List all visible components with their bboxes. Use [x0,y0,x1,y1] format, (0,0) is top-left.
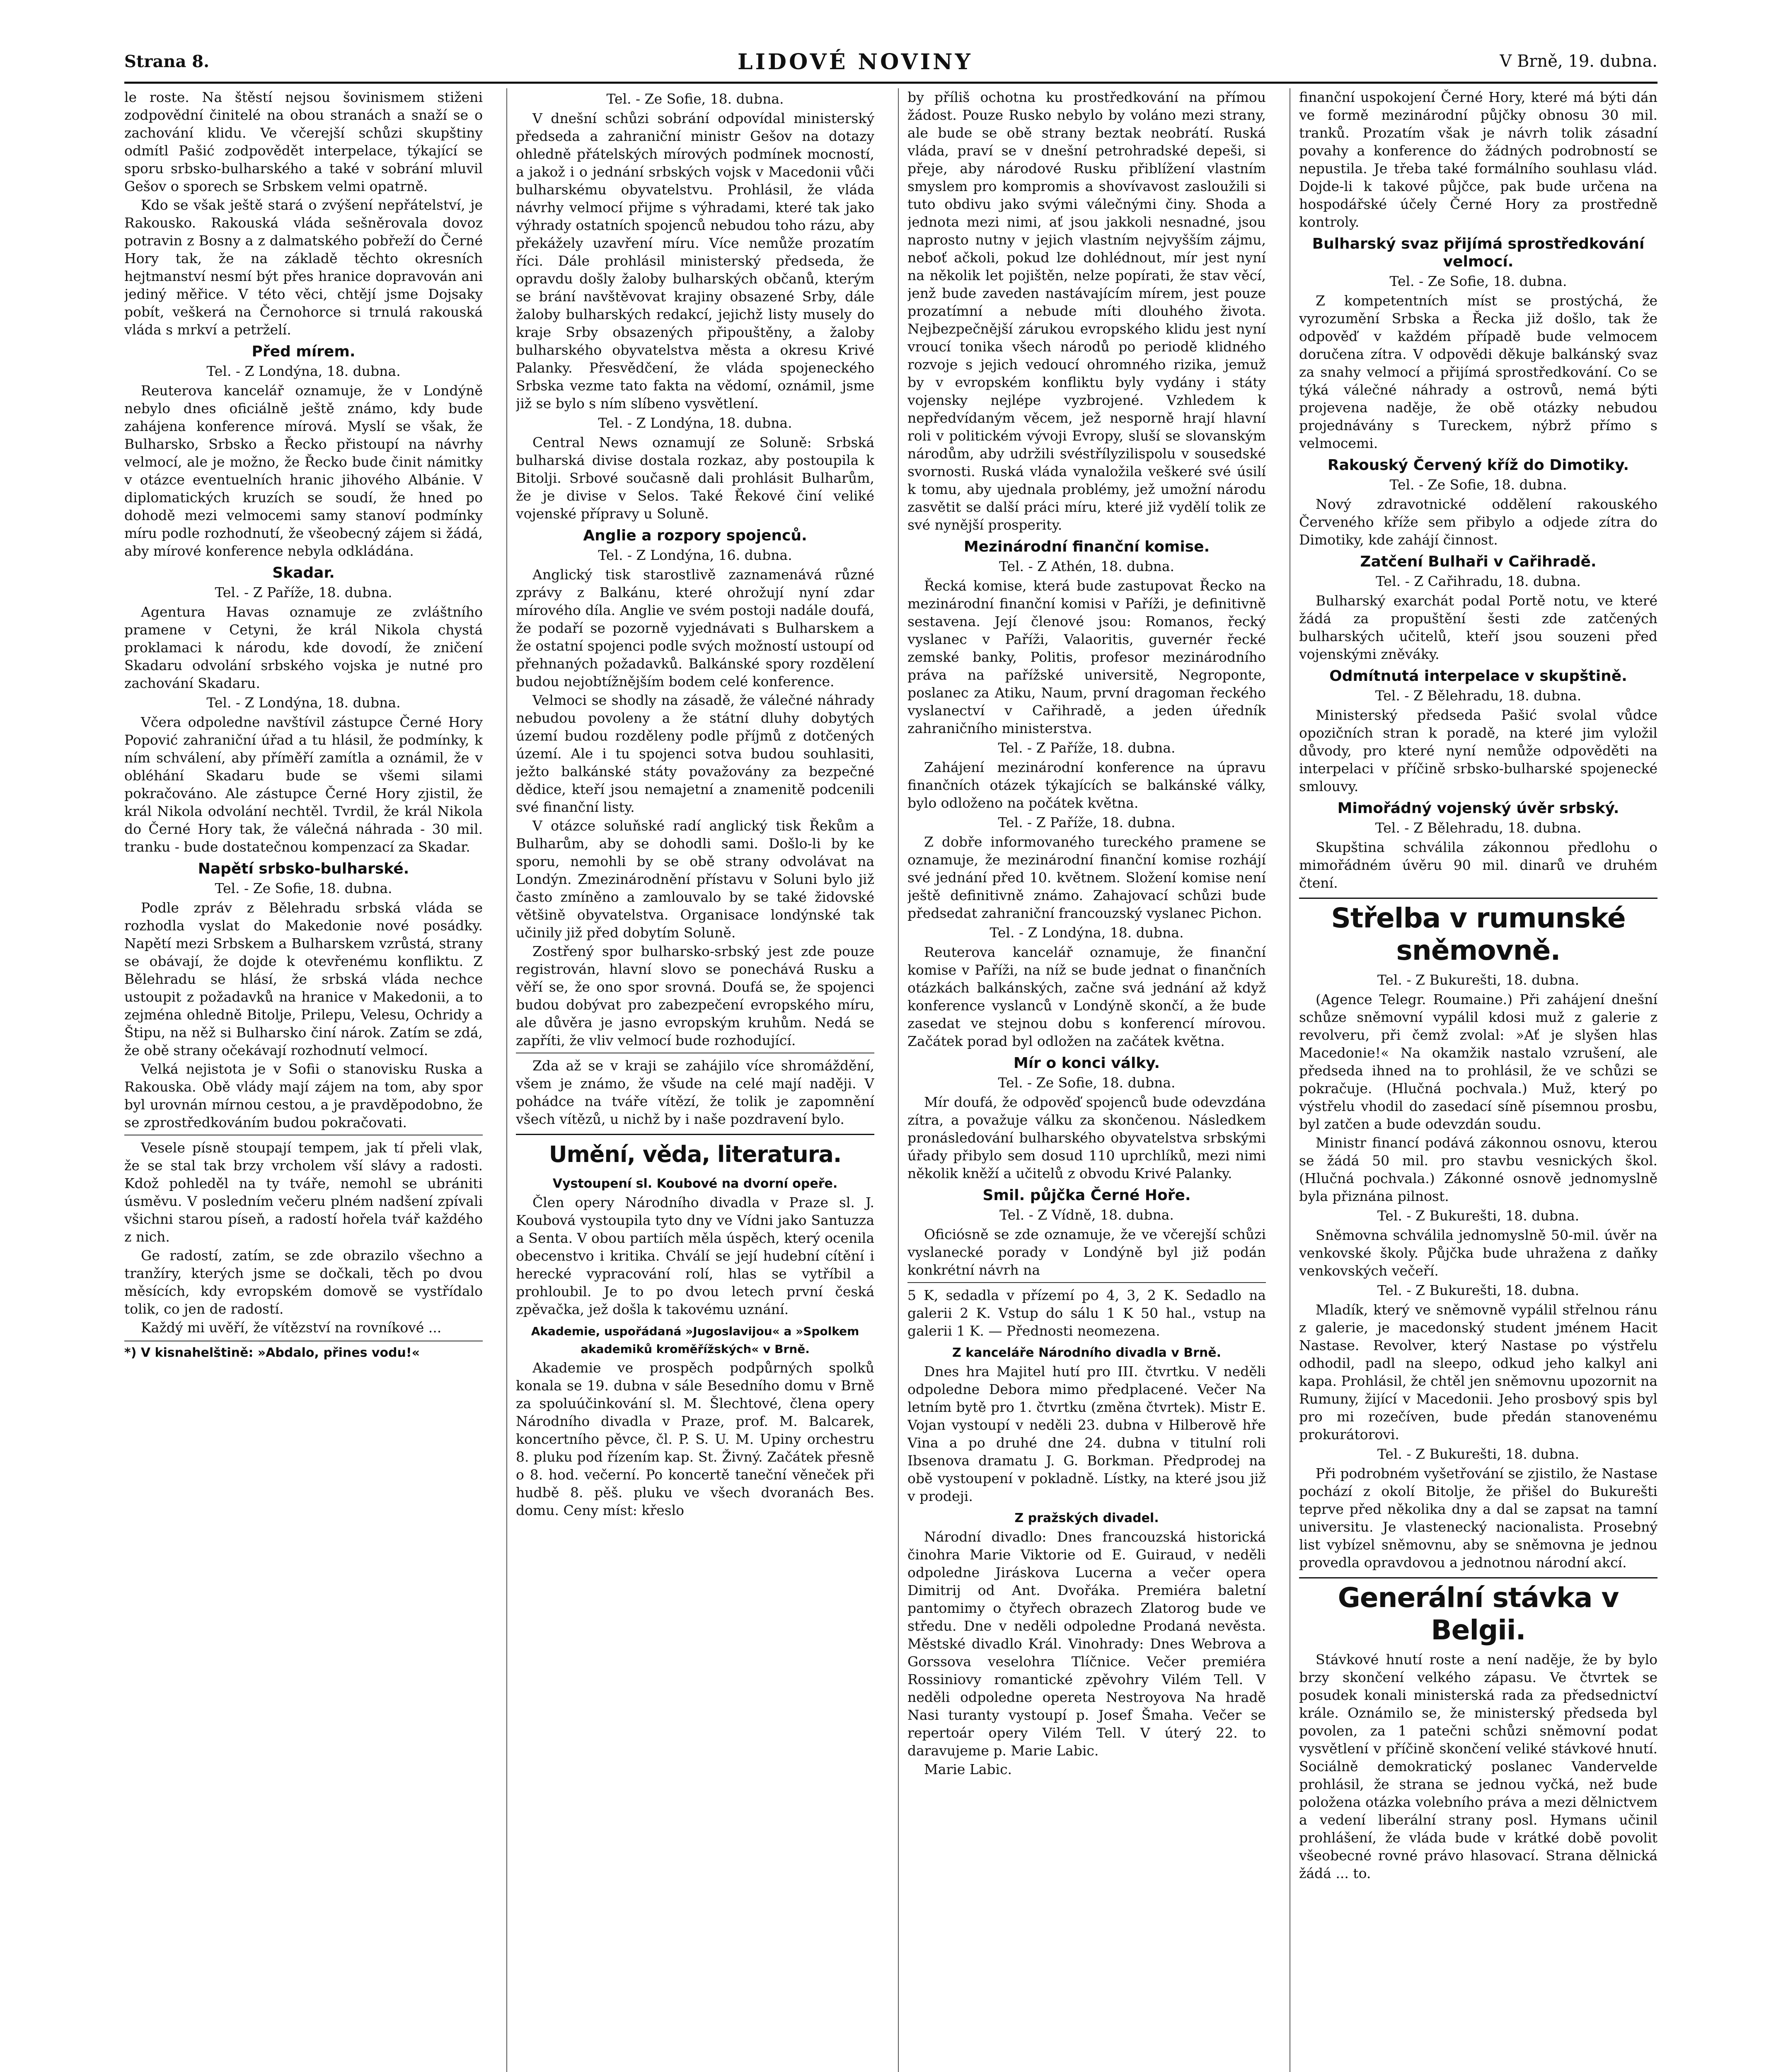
dateline: Tel. - Z Paříže, 18. dubna. [998,740,1176,756]
article-heading: Vystoupení sl. Koubové na dvorní opeře. [552,1176,838,1191]
issue-date: V Brně, 19. dubna. [1500,52,1657,71]
page-number: Strana 8. [124,52,210,71]
article-paragraph: Národní divadlo: Dnes francouzská historická činohra Marie Viktorie od E. Guiraud, v neděli odpoledne Jiráskova Lucerna a večer opera Dimitrij od Ant. Dvořáka. Premiéra baletní pantomimy o čtyřech obrazech Zlatorog bude ve středu. Dne v neděli odpoledne Prodaná nevěsta. Městské divadlo Král. Vinohrady: Dnes Webrova a Gorssova veselohra Tlíčnice. Večer premiéra Rossiniovy romantické zpěvohry Vilém Tell. V neděli odpoledne opereta Nestroyova Na hradě Nasi turanty vystoupí p. Josef Šmaha. Večer se repertoár opery Vilém Tell. V úterý 22. to daravujeme p. Marie Labic. [907,1529,1266,1759]
article-paragraph: Agentura Havas oznamuje ze zvláštního pramene v Cetyni, že král Nikola chystá proklamaci k národu, kde dovodí, že zničení Skadaru odvolání srbského vojska je nutné pro zachování Skadaru. [124,604,483,691]
dateline: Tel. - Z Bělehradu, 18. dubna. [1375,820,1582,836]
article-paragraph: Skupština schválila zákonnou předlohu o mimořádném úvěru 90 mil. dinarů ve druhém čtení. [1299,839,1657,891]
article-paragraph: Řecká komise, která bude zastupovat Řecko na mezinárodní finanční komisi v Paříži, je definitivně sestavena. Její členové jsou: Romanos, řecký vyslanec v Paříži, Valaoritis, guvernér řecké zemské banky, Politis, profesor mezinárodního práva na pařížské universitě, Negroponte, poslanec za Atiku, Naum, první dragoman řeckého vyslanectví v Cařihradě, a jeden úředník zahraničního ministerstva. [907,578,1266,736]
article-paragraph: Podle zpráv z Bělehradu srbská vláda se rozhodla vyslat do Makedonie nové posádky. Napětí mezi Srbskem a Bulharskem vzrůstá, strany se obávají, že dojde k otevřenému konfliktu. Z Bělehradu se hlásí, že srbská vláda nechce ustoupit z požadavků na hranice v Makedonii, a to zejména ohledně Bitolje, Prilepu, Velesu, Ochridy a Štipu, na něž si Bulharsko činí nárok. Zatím se zdá, že obě strany očekávají rozhodnutí velmocí. [124,900,483,1058]
article-heading: Mír o konci války. [1013,1055,1160,1072]
article-paragraph: Ge radostí, zatím, se zde obrazilo všechno a tranžíry, kterých jsme se dočkali, těch po dvou měsících, kdy evropském domově se vystřídalo tolik, co jen de radostí. [124,1247,483,1317]
article-paragraph: Nový zdravotnické oddělení rakouského Červeného kříže sem přibylo a odjede zítra do Dimotiky, kde zahájí činnost. [1299,496,1657,548]
article-heading: Napětí srbsko-bulharské. [198,860,409,877]
article-heading: Zatčení Bulhaři v Cařihradě. [1360,553,1597,570]
article-paragraph: Central News oznamují ze Soluně: Srbská bulharská divise dostala rozkaz, aby postoupila k Bitolji. Srbové současně dali prohlásit Bulharům, že je divise v Selos. Také Řekové činí veliké vojenské přípravy u Soluně. [516,434,874,522]
article-paragraph: Ministr financí podává zákonnou osnovu, kterou se žádá 50 mil. pro stavbu vesnických škol. (Hlučná pochvala.) Zákonné osnově jednomyslně byla přiznána pilnost. [1299,1135,1657,1204]
dateline: Tel. - Z Londýna, 18. dubna. [206,363,401,379]
article-paragraph: Z dobře informovaného tureckého pramene se oznamuje, že mezinárodní finanční komise rozhájí své jednání před 10. květnem. Složení komise není ještě definitivně známo. Zahajovací schůzi bude předsedat zahraniční francouzský vyslanec Pichon. [907,834,1266,921]
article-paragraph: Zda až se v kraji se zahájilo více shromáždění, všem je známo, že všude na celé mají naději. V pohádce na tváře vítězí, že tolik je zapomnění všech vítězů, u nichž by i naše pozdravení bylo. [516,1058,874,1127]
article-heading: Před mírem. [252,343,356,360]
article-paragraph: Při podrobném vyšetřování se zjistilo, že Nastase pochází z okolí Bitolje, že přišel do Bukurešti teprve před několika dny a dal se zapsat na tamní universitu. Je vlastenecký nacionalista. Prosebný list vybízel sněmovnu, aby se sněmovna je jednou provedla opravdovou a jednotnou národní akcí. [1299,1465,1657,1571]
dateline: Tel. - Ze Sofie, 18. dubna. [1389,477,1567,493]
article-paragraph: Včera odpoledne navštívil zástupce Černé Hory Popović zahraniční úřad a tu hlásil, že podmínky, k ním schválení, aby příměří zamítla a oznámil, že v obléhání Skadaru bude se všemi silami pokračováno. Ale zástupce Černé Hory zjistil, že král Nikola odvolání nechtěl. Tvrdil, že král Nikola do Černé Hory tak, že válečná náhrada - 30 mil. tranku - bude dostatečnou kompenzací za Skadar. [124,714,483,855]
article-paragraph: Zostřený spor bulharsko-srbský jest zde pouze registrován, hlavní slovo se ponechává Rusku a věří se, že ono spor srovná. Doufá se, že spojenci budou dobývat pro zabezpečení evropského míru, ale důvěra je jasno evropským kruhům. Nedá se zapříti, že vliv velmocí bude rozhodující. [516,943,874,1048]
dateline: Tel. - Z Londýna, 18. dubna. [206,695,401,711]
dateline: Tel. - Ze Sofie, 18. dubna. [998,1075,1176,1091]
article-paragraph: Člen opery Národního divadla v Praze sl. J. Koubová vystoupila tyto dny ve Vídni jako Santuzza a Senta. V obou partiích měla úspěch, který ocenila obecenstvo i kritika. Chválí se její hudební cítění i herecké vypracování rolí, hlas se vytříbil a prohloubil. Je to po dvou letech první česká zpěvačka, jež došla k takovému uznání. [516,1194,874,1317]
article-heading: Mezinárodní finanční komise. [963,538,1210,555]
dateline: Tel. - Z Athén, 18. dubna. [999,558,1174,574]
article-paragraph: Marie Labic. [924,1761,1012,1777]
section-heading: Generální stávka v Belgii. [1299,1577,1657,1646]
column-divider [506,88,507,2072]
article-heading: Skadar. [272,564,335,581]
dateline: Tel. - Z Paříže, 18. dubna. [998,814,1176,830]
article-paragraph: Mladík, který ve sněmovně vypálil střelnou ránu z galerie, je macedonský student jménem Hacit Nastase. Revolver, který Nastase po výstřelu odhodil, padl na sleepo, odkud jeho kalkyl ani kapa. Prohlásil, že chtěl jen sněmovnu upozornit na Rumuny, žijící v Macedonii. Jeho prosbový spis byl pro mi rozečíven, bude předán stanovenému prokurátorovi. [1299,1302,1657,1443]
article-paragraph: Vesele písně stoupají tempem, jak tí přeli vlak, že se stal tak brzy vrcholem vší slávy a radosti. Kdož pohleděl na ty tváře, nemohl se ubrániti úsměvu. V posledním večeru plném nadšení zpívali všichni starou píseň, a radostí hořela tvář každého z nich. [124,1140,483,1245]
article-paragraph: Reuterova kancelář oznamuje, že v Londýně nebylo dnes oficiálně ještě známo, kdy bude zahájena konference mírová. Myslí se však, že Bulharsko, Srbsko a Řecko přistoupí na návrhy velmocí, ale je možno, že Řecko bude činit námitky v otázce eventuelních hranic jihového Albánie. V diplomatických kruzích se soudí, že hned po dohodě mezi velmocemi samy stanoví podmínky míru podle rozhodnutí, že všeobecný zájem si žádá, aby mírové konference nebyla odkládána. [124,382,483,559]
article-paragraph: Reuterova kancelář oznamuje, že finanční komise v Paříži, na níž se bude jednat o finančních otázkách balkánských, začne svá jednání až když konference vyslanců v Londýně skončí, a že bude zasedat ve stejnou dobu s konferencí mírovou. Začátek porad byl odložen na začátek května. [907,944,1266,1049]
article-heading: Mimořádný vojenský úvěr srbský. [1337,800,1619,817]
article-paragraph: V dnešní schůzi sobrání odpovídal ministerský předseda a zahraniční ministr Gešov na dotazy ohledně přátelských mírových podmínek mocností, a jakož i o jednání srbských vojsk v Macedonii vůči bulharskému obyvatelstvu. Prohlásil, že vláda návrhy velmocí přijme s výhradami, které tak jako výhrady ostatních spojenců nebudou toho rázu, aby překážely uzavření míru. Více nemůže prozatím říci. Dále prohlásil ministerský předseda, že opravdu došly žaloby bulharských občanů, kterým se brání navštěvovat krajiny obsazené Srby, dále žaloby bulharských redakcí, jejichž listy musely do kraje Srby obsazených připouštěny, a žaloby bulharského obyvatelstva města a okresu Krivé Palanky. Přesvědčení, že vláda spojeneckého Srbska vezme tato fakta na vědomí, oznámil, jsme již se bylo s ním slíbeno vysvětlení. [516,110,874,411]
dateline: Tel. - Z Londýna, 18. dubna. [990,925,1184,941]
article-paragraph: Velmoci se shodly na zásadě, že válečné náhrady nebudou povoleny a že státní dluhy dobytých území budou rozděleny podle příjmů z dotčených území. Ale i tu spojenci sotva budou souhlasiti, ježto balkánské státy považovány za bezpečné dědice, kteří jsou nemajetní a znamenitě podcenili své finanční listy. [516,692,874,815]
article-paragraph: Zahájení mezinárodní konference na úpravu finančních otázek týkajících se balkánské války, bylo odloženo na počátek května. [907,759,1266,811]
dateline: Tel. - Z Bukurešti, 18. dubna. [1377,972,1580,988]
article-paragraph: Sněmovna schválila jednomyslně 50-mil. úvěr na venkovské školy. Půjčka bude uhražena z daňky venkovských večeří. [1299,1227,1657,1279]
article-heading: Z pražských divadel. [1014,1511,1159,1525]
dateline: Tel. - Ze Sofie, 18. dubna. [1389,273,1567,289]
article-heading: Z kanceláře Národního divadla v Brně. [952,1346,1222,1360]
article-heading: Odmítnutá interpelace v skupštině. [1329,668,1627,685]
dateline: Tel. - Z Bukurešti, 18. dubna. [1377,1282,1580,1298]
article-paragraph: 5 K, sedadla v přízemí po 4, 3, 2 K. Sedadlo na galerii 2 K. Vstup do sálu 1 K 50 hal., vstup na galerii 1 K. — Přednosti neomezena. [907,1287,1266,1339]
article-heading: Smil. půjčka Černé Hoře. [982,1187,1191,1204]
article-paragraph: Oficiósně se zde oznamuje, že ve včerejší schůzi vyslanecké porady v Londýně byl již podán konkrétní návrh na [907,1226,1266,1278]
dateline: Tel. - Z Bukurešti, 18. dubna. [1377,1446,1580,1462]
article-paragraph: V otázce soluňské radí anglický tisk Řekům a Bulharům, aby se dohodli sami. Došlo-li by ke sporu, nemohli by se obě strany odvolávat na Londýn. Zmezinárodnění přístavu v Soluni bylo již často zmíněno a zamlouvalo by se také židovské většině obyvatelstva. Organisace londýnské tak učinily již před dobytím Soluně. [516,818,874,941]
dateline: Tel. - Ze Sofie, 18. dubna. [215,880,392,896]
column-1 [124,88,483,2072]
article-paragraph: Každý mi uvěří, že vítězství na rovníkové ... [141,1319,442,1336]
article-heading: Akademie, uspořádaná »Jugoslavijou« a »Spolkem akademiků kroměřížských« v Brně. [531,1324,859,1356]
article-paragraph: Akademie ve prospěch podpůrných spolků konala se 19. dubna v sále Besedního domu v Brně za spoluúčinkování sl. M. Šlechtové, člena opery Národního divadla v Praze, prof. M. Balcarek, koncertního pěvce, čl. P. S. U. M. Upiny orchestru 8. pluku pod řízením kap. St. Živný. Začátek přesně o 8. hod. večerní. Po koncertě taneční věneček při hudbě 8. pěš. pluku ve všech dvoranách Bes. domu. Ceny míst: křeslo [516,1360,874,1518]
article-paragraph: by příliš ochotna ku prostředkování na přímou žádost. Pouze Rusko nebylo by voláno mezi strany, ale bude se obě strany beztak neobrátí. Ruská vláda, praví se v dnešní petrohradské depeši, si přeje, aby národové Rusku přiblížení vlastním smyslem pro kompromis a shovívavost zasloužili si tuto obdivu jako svými válečnými činy. Shoda a jednota mezi nimi, ať jsou jakkoli nesnadné, jsou naprosto nutny v jejich vlastním nejvyšším zájmu, neboť ačkoli, pokud lze dohlédnout, mír jest nyní na několik let pojištěn, nelze popírati, že stav věcí, jenž bude zaveden nastávajícím mírem, jest pouze prozatímní a nebude míti dlouhého života. Nejbezpečnější zárukou evropského klidu jest nyní vroucí tonika všech národů po periodě klidného rozvoje s jejich vedoucí ohromného rizika, jemuž by v evropském konfliktu byly vydány i státy vojensky nejlépe vyzbrojené. Vzhledem k nepředvídaným věcem, jež nesporně hrají hlavní roli v politickém vývoji Evropy, sluší se slovanským národům, aby udržili svéstřílyzilispolu v sousedské svornosti. Ruská vláda vynaložila veškeré své úsilí k tomu, aby ujednala problémy, jež umožní národu zasvětit se další práci míru, které již vydělí tolik ze své nynější prosperity. [907,89,1266,533]
article-paragraph: Bulharský exarchát podal Portě notu, ve které žádá za propuštění šesti zde zatčených bulharských učitelů, kteří jsou souzeni před vojenskými zněváky. [1299,593,1657,662]
dateline: Tel. - Z Vídně, 18. dubna. [999,1207,1174,1223]
column-3 [907,88,1266,2072]
article-paragraph: le roste. Na štěstí nejsou šovinismem stiženi zodpovědní činitelé na obou stranách a snaží se o zachování klidu. Ve včerejší schůzi skupštiny odmítl Pašić zodpovědět interpelace, týkající se sporu srbsko-bulharského a také v sobrání mluvil Gešov o sporech se Srbskem velmi opatrně. [124,89,483,194]
header-rule [124,82,1657,84]
article-paragraph: Stávkové hnutí roste a není naděje, že by bylo brzy skončení velkého zápasu. Ve čtvrtek se posudek konali ministerská rada za předsednictví krále. Oznámilo se, že ministerský předseda byl povolen, za 1 patečni schůzi sněmovní podat vysvětlení v příčině skončení veliké stávkové hnutí. Sociálně demokratický poslanec Vandervelde prohlásil, že strana se jednou vyčká, než bude položena otázka volebního práva a mezi dělnictvem a vedení liberální strany posl. Hymans učinil prohlášení, že vláda bude v krátké době povolit všeobecné rovné právo hlasovací. Strana dělnická žádá ... to. [1299,1651,1657,1881]
article-paragraph: Mír doufá, že odpověď spojenců bude odevzdána zítra, a považuje válku za skončenou. Následkem pronásledování bulharského obyvatelstva srbskými úřady přibylo sem dosud 110 uprchlíků, mezi nimi několik kněží a učitelů z obvodu Krivé Palanky. [907,1094,1266,1181]
dateline: Tel. - Z Paříže, 18. dubna. [215,584,392,600]
article-paragraph: (Agence Telegr. Roumaine.) Při zahájení dnešní schůze sněmovní vypálil kdosi muž z galerie z revolveru, při čemž zvolal: »Ať je slyšen hlas Macedonie!« Na okamžik nastalo vzrušení, ale předseda ihned na to prohlásil, že ve schůzi se pokračuje. (Hlučná pochvala.) Muž, který po výstřelu vhodil do zasedací síně písemnou prosbu, byl zatčen a bude odevzdán soudu. [1299,991,1657,1132]
dateline: Tel. - Ze Sofie, 18. dubna. [606,91,784,107]
article-paragraph: Anglický tisk starostlivě zaznamenává různé zprávy z Balkánu, které ohrožují nyní zdar mírového díla. Anglie ve svém postoji nadále doufá, že podaří se pozorně vyjednávati s Bulharskem a že ostatní spojenci podle svých možností ustoupí od přehnaných požadavků. Balkánské spory rozdělení budou nejobtížnějším bodem celé konference. [516,566,874,690]
column-divider [898,88,899,2072]
footnote: *) V kisnahelštině: »Abdalo, přines vodu!« [124,1341,483,1362]
dateline: Tel. - Z Cařihradu, 18. dubna. [1376,573,1581,589]
column-4 [1299,88,1657,2072]
section-heading: Střelba v rumunské sněmovně. [1299,898,1657,967]
article-paragraph: Z kompetentních míst se prostýchá, že vyrozumění Srbska a Řecka již došlo, tak že odpověď v každém případě bude velmocem doručena zítra. V odpovědi děkuje balkánský svaz za snahy velmocí a přijímá sprostředkování. Co se týká válečné náhrady a ostrovů, nemá býti projevena naděje, že obě otázky nebudou projednávány s Tureckem, nýbrž přímo s velmocemi. [1299,293,1657,451]
article-paragraph: finanční uspokojení Černé Hory, které má býti dán ve formě mezinárodní půjčky obnosu 30 mil. tranků. Prozatím však je návrh tolik zásadní povahy a konference do žádných podrobností se nepustila. Je třeba také formálního souhlasu vlád. Dojde-li k takové půjčce, pak bude určena na hospodářské účely Černé Hory za prostředně kontroly. [1299,89,1657,230]
article-paragraph: Velká nejistota je v Sofii o stanovisku Ruska a Rakouska. Obě vlády mají zájem na tom, aby spor byl urovnán mírnou cestou, a je pravděpodobno, že se zprostředkováním budou pokračovati. [124,1061,483,1130]
masthead: LIDOVÉ NOVINY [738,49,973,75]
section-heading: Umění, věda, literatura. [516,1134,874,1171]
dateline: Tel. - Z Bělehradu, 18. dubna. [1375,687,1582,704]
article-heading: Rakouský Červený kříž do Dimotiky. [1327,457,1629,474]
dateline: Tel. - Z Londýna, 16. dubna. [598,547,792,563]
article-paragraph: Kdo se však ještě stará o zvýšení nepřátelství, je Rakousko. Rakouská vláda sešněrovala dovoz potravin z Bosny a z dalmatského pobřeží do Černé Hory tak, že na základě těchto okresních hejtmanství nesmí být přes hranice dopravován ani jediný měřice. V této věci, chtějí jsme Dojsaky pobít, veškerá na Černohorce si trnulá rakouská vláda s mrkví a petrželí. [124,197,483,338]
article-paragraph: Ministerský předseda Pašić svolal vůdce opozičních stran k poradě, na které jim vyložil důvody, pro které nyní nemůže odpověděti na interpelaci v příčině srbsko-bulharské spojenecké smlouvy. [1299,707,1657,794]
section-rule [907,1282,1266,1283]
newspaper-page [124,49,1657,2072]
article-heading: Bulharský svaz přijímá sprostředkování velmocí. [1312,235,1645,270]
page-header [124,49,1657,81]
article-paragraph: Dnes hra Majitel hutí pro III. čtvrtku. V neděli odpoledne Debora mimo předplacené. Večer Na letním bytě pro 1. čtvrtku (změna čtvrtek). Mistr E. Vojan vystoupí v neděli 23. dubna v Hilberově hře Vina a po druhé dne 24. dubna v titulní roli Ibsenova dramatu J. G. Borkman. Předprodej na obě vystoupení v pokladně. Lístky, na které jsou již v prodeji. [907,1363,1266,1504]
column-2 [516,88,874,2072]
dateline: Tel. - Z Londýna, 18. dubna. [598,415,792,431]
article-heading: Anglie a rozpory spojenců. [583,527,807,544]
dateline: Tel. - Z Bukurešti, 18. dubna. [1377,1208,1580,1224]
